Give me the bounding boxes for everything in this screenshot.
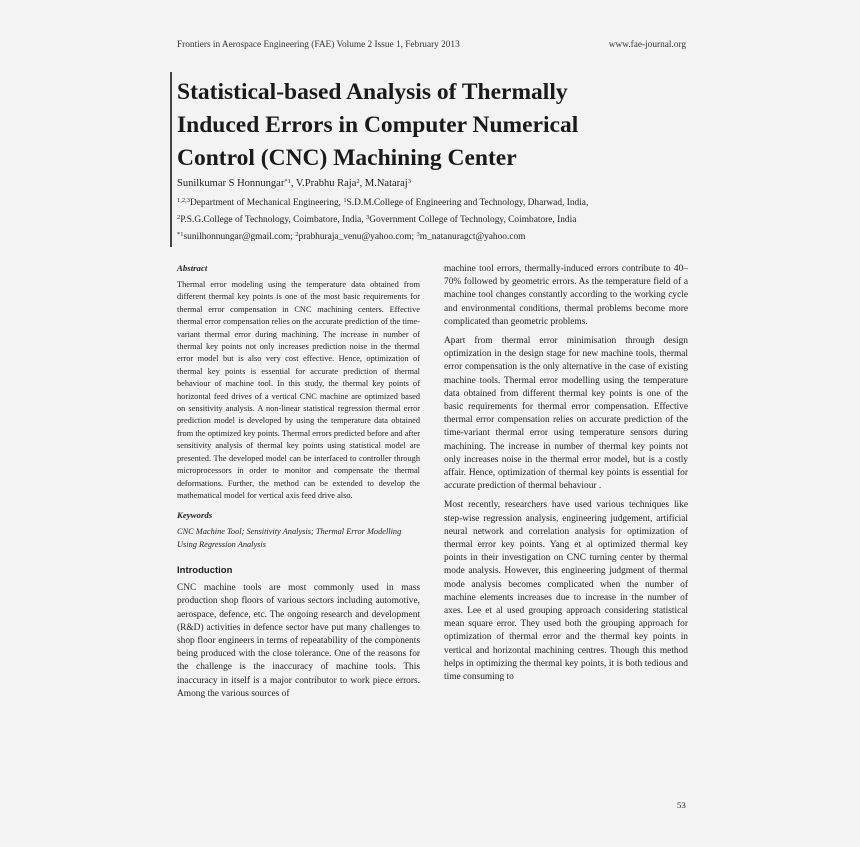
- affiliation-college-2: P.S.G.College of Technology, Coimbatore, India,: [180, 215, 367, 225]
- introduction-text: CNC machine tools are most commonly used in mass production shop floors of various sectors including automotive, aerospace, defence, etc. The ongoing research and development (R&D) activities in defence sector have put many challenges to shop floor engineers in terms of repeatability of the components being produced with the close tolerance. One of the reasons for the challenge is the inaccuracy of machine tools. This inaccuracy in itself is a major contributor to work piece errors. Among the various sources of: [177, 583, 420, 699]
- journal-url[interactable]: www.fae-journal.org: [608, 40, 686, 50]
- title-line-3: Control (CNC) Machining Center: [177, 145, 517, 171]
- journal-header: Frontiers in Aerospace Engineering (FAE) Volume 2 Issue 1, February 2013: [177, 40, 460, 50]
- introduction-heading: Introduction: [177, 565, 233, 577]
- affiliation-line-2: [177, 215, 576, 225]
- email-3[interactable]: m_natanuragct@yahoo.com: [419, 232, 526, 242]
- keywords-heading: Keywords: [177, 510, 213, 521]
- email-2[interactable]: prabhuraja_venu@yahoo.com;: [298, 232, 417, 242]
- title-line-1: Statistical-based Analysis of Thermally: [177, 79, 568, 105]
- affiliation-college-1: S.D.M.College of Engineering and Technology, Dharwad, India,: [346, 198, 589, 208]
- keywords-text: CNC Machine Tool; Sensitivity Analysis; Thermal Error Modelling Using Regression Analysis: [177, 527, 402, 549]
- title-rule: [170, 72, 172, 247]
- author-3-mark: 3: [407, 178, 411, 185]
- affiliation-line-1: [177, 198, 588, 208]
- paper-title: [177, 76, 677, 175]
- abstract-heading: Abstract: [177, 263, 208, 273]
- author-1-mark: *1: [284, 178, 291, 185]
- email-mark: 3: [416, 231, 420, 238]
- author-list: [177, 178, 411, 189]
- author-emails: [177, 232, 525, 242]
- left-column: [177, 263, 420, 701]
- author-2-mark: 2: [356, 178, 360, 185]
- author-3: , M.Nataraj: [359, 178, 408, 189]
- body-paragraph-1: machine tool errors, thermally-induced errors contribute to 40–70% followed by geometric errors. As the temperature field of a machine tool changes constantly according to the working cycle and environmental conditions, thermal problems become more complicated than geometric problems.: [444, 264, 688, 327]
- affiliation-dept: Department of Mechanical Engineering,: [190, 198, 344, 208]
- affiliation-college-3: Government College of Technology, Coimbatore, India: [369, 215, 577, 225]
- email-mark: 2: [295, 231, 299, 238]
- author-1: Sunilkumar S Honnungar: [177, 178, 285, 189]
- affiliation-mark: 3: [366, 214, 370, 221]
- affiliation-mark: 1: [343, 197, 347, 204]
- affiliation-mark: 2: [177, 214, 181, 221]
- author-2: , V.Prabhu Raja: [290, 178, 357, 189]
- email-1[interactable]: sunilhonnungar@gmail.com;: [183, 232, 296, 242]
- right-column: [444, 263, 688, 690]
- page-number: 53: [677, 800, 686, 810]
- email-mark: *1: [177, 231, 184, 238]
- abstract-text: Thermal error modeling using the temperature data obtained from different thermal key points is one of the most basic requirements for thermal error compensation in CNC machining centers. Effective thermal error compensation relies on the accurate prediction of the time-variant thermal error during machining. The increase in number of thermal key points not only increases prediction noise in the thermal error model but is also very cost effective. Hence, optimization of thermal key points is essential for accurate prediction of thermal behaviour of machine tool. In this study, the thermal key points of horizontal feed drives of a vertical CNC machine are optimized based on sensitivity analysis. A non-linear statistical regression thermal error prediction model is developed by using the temperature data obtained from the optimized key points. Thermal errors predicted before and after sensitivity analysis of thermal key points using statistical model are presented. The developed model can be interfaced to controller through microprocessors in order to monitor and compensate the thermal deformations. Further, the method can be extended to develop the mathematical model for vertical axis feed drive also.: [177, 280, 420, 500]
- affiliation-mark: 1,2,3: [177, 197, 190, 204]
- body-paragraph-3: Most recently, researchers have used various techniques like step-wise regression analysis, engineering judgement, artificial neural network and correlation analysis for optimization of thermal error key points. Yang et al optimized thermal key points in their investigation on CNC turning center by thermal mode analysis. However, this engineering judgment of thermal mode analysis becomes complicated when the number of machine elements increases due to increase in the number of axes. Lee et al used grouping approach considering statistical mean square error. They used both the grouping approach for optimization of thermal error and the thermal key points in vertical and horizontal machining centres. Though this method helps in optimizing the thermal key points, it is both tedious and time consuming to: [444, 500, 688, 683]
- title-line-2: Induced Errors in Computer Numerical: [177, 112, 579, 138]
- body-paragraph-2: Apart from thermal error minimisation through design optimization in the design stage for new machine tools, thermal error compensation is the only alternative in the case of existing machine tools. Thermal error modelling using the temperature data obtained from different thermal key points is one of the basic requirements for thermal error compensation. Effective thermal error compensation relies on accurate prediction of the time-variant thermal error using temperature sensors during machining. The increase in number of thermal key points not only increases noise in the thermal error model, but is a costly affair. Hence, optimization of thermal key points is essential for accurate prediction of thermal behaviour .: [444, 336, 688, 492]
